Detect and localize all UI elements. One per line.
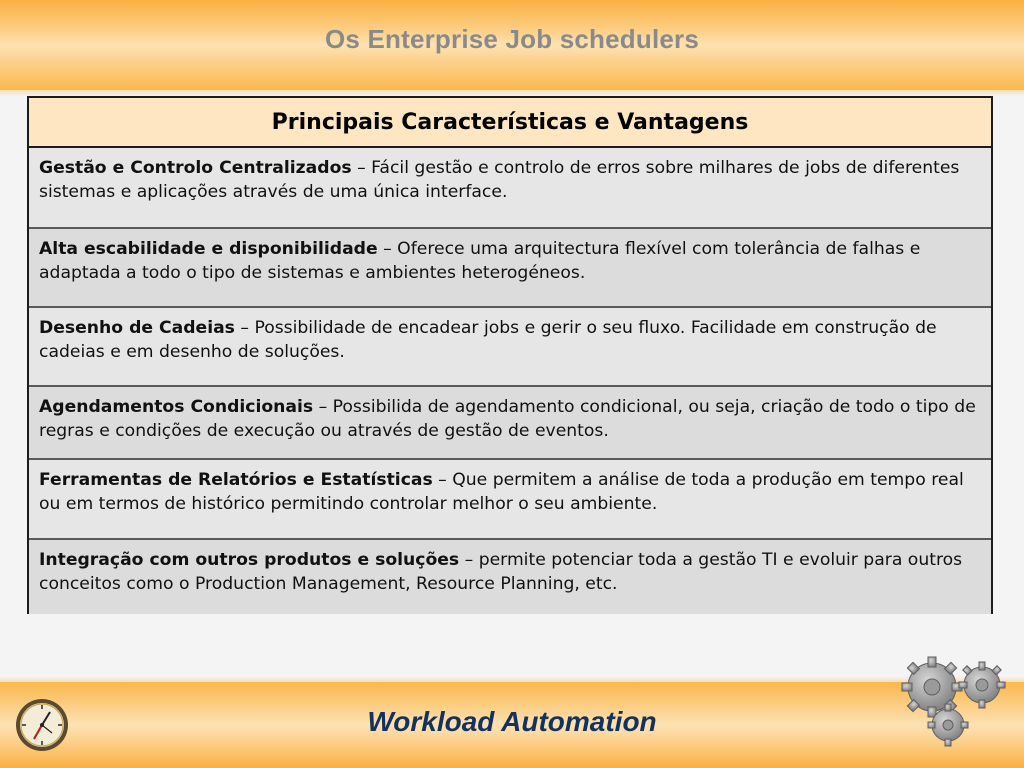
table-row xyxy=(29,229,991,308)
feature-term: Integração com outros produtos e soluções xyxy=(39,550,460,570)
feature-term: Gestão e Controlo Centralizados xyxy=(39,158,352,178)
footer-title: Workload Automation xyxy=(367,706,657,737)
feature-description: – Que permitem a análise de toda a produção em tempo real ou em termos de histórico permitindo controlar melhor o seu ambiente. xyxy=(39,470,964,514)
table-row xyxy=(29,387,991,460)
table-row xyxy=(29,308,991,387)
slide-title: Os Enterprise Job schedulers xyxy=(324,24,700,54)
features-table xyxy=(27,96,993,614)
feature-term: Ferramentas de Relatórios e Estatísticas xyxy=(39,470,433,490)
table-row xyxy=(29,540,991,614)
feature-description: – Possibilidade de encadear jobs e gerir o seu fluxo. Facilidade em construção de cadeias e em desenho de soluções. xyxy=(39,318,937,362)
feature-term: Desenho de Cadeias xyxy=(39,318,235,338)
table-header: Principais Características e Vantagens xyxy=(29,98,991,148)
feature-description: – Oferece uma arquitectura flexível com tolerância de falhas e adaptada a todo o tipo de sistemas e ambientes heterogéneos. xyxy=(39,239,921,283)
feature-term: Alta escabilidade e disponibilidade xyxy=(39,239,378,259)
table-row xyxy=(29,460,991,540)
table-row xyxy=(29,148,991,229)
feature-description: – Fácil gestão e controlo de erros sobre milhares de jobs de diferentes sistemas e aplicações através de uma única interface. xyxy=(39,158,960,202)
feature-description: – permite potenciar toda a gestão TI e evoluir para outros conceitos como o Production Management, Resource Planning, etc. xyxy=(39,550,963,594)
feature-description: – Possibilida de agendamento condicional, ou seja, criação de todo o tipo de regras e condições de execução ou através de gestão de eventos. xyxy=(39,397,976,441)
feature-term: Agendamentos Condicionais xyxy=(39,397,314,417)
gears-icon xyxy=(898,653,1010,749)
